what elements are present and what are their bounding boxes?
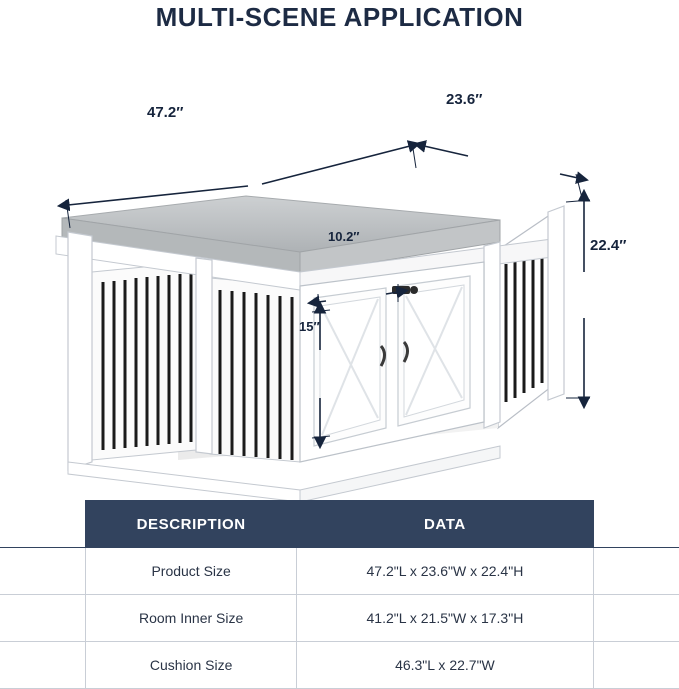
row-spacer-left [0, 548, 86, 595]
table-corner-left [0, 501, 86, 548]
dimension-label-overall-height: 22.4″ [590, 237, 627, 254]
row-data: 47.2"L x 23.6"W x 22.4"H [297, 548, 594, 595]
row-description: Room Inner Size [86, 595, 297, 642]
furniture-drawing [0, 50, 679, 500]
table-row [0, 548, 679, 595]
table-header-data: DATA [297, 501, 594, 548]
row-spacer-right [593, 595, 679, 642]
table-header-row [0, 501, 679, 548]
dimension-label-door-height: 15″ [299, 319, 320, 334]
product-dimension-illustration [0, 50, 679, 500]
page-title: MULTI-SCENE APPLICATION [155, 2, 524, 32]
dimension-label-overall-depth: 23.6″ [446, 91, 483, 108]
table-corner-right [593, 501, 679, 548]
row-spacer-right [593, 642, 679, 689]
row-data: 46.3"L x 22.7"W [297, 642, 594, 689]
table-row [0, 595, 679, 642]
dimension-label-door-width: 10.2″ [328, 229, 360, 244]
row-spacer-left [0, 595, 86, 642]
table-row [0, 642, 679, 689]
specification-table [0, 500, 679, 689]
row-data: 41.2"L x 21.5"W x 17.3"H [297, 595, 594, 642]
row-spacer-right [593, 548, 679, 595]
crate-body [56, 196, 564, 500]
dimension-label-overall-width: 47.2″ [147, 104, 184, 121]
row-description: Product Size [86, 548, 297, 595]
row-spacer-left [0, 642, 86, 689]
row-description: Cushion Size [86, 642, 297, 689]
table-header-description: DESCRIPTION [86, 501, 297, 548]
